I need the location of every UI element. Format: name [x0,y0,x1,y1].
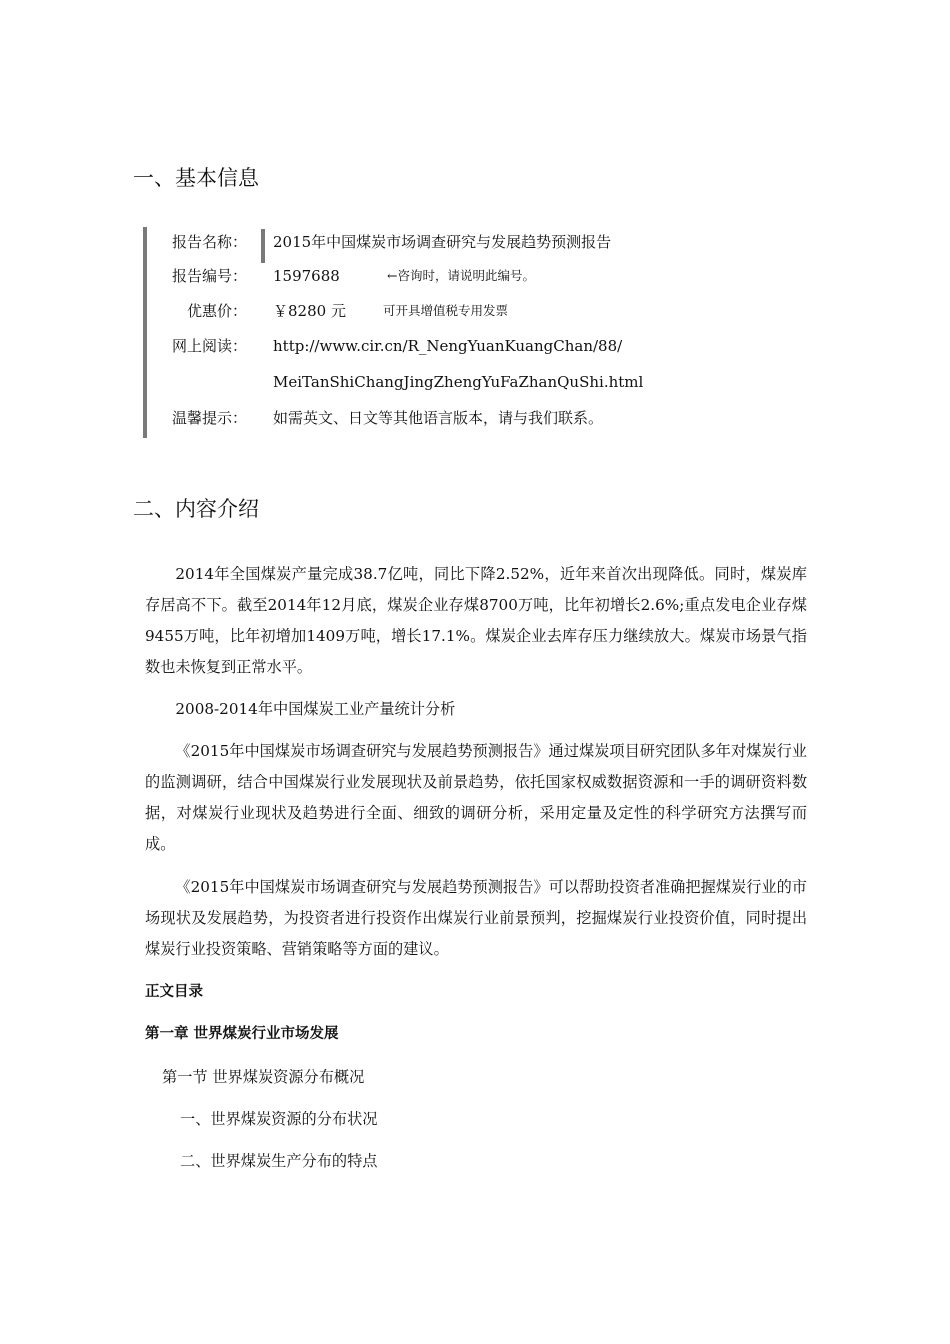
toc-chapter-1[interactable]: 第一章 世界煤炭行业市场发展 [145,1026,339,1042]
online-read-label: 网上阅读： [171,337,247,355]
report-code-note: ←咨询时，请说明此编号。 [387,268,535,283]
toc-section-1-1[interactable]: 第一节 世界煤炭资源分布概况 [162,1068,365,1086]
intro-paragraph-1: 2014年全国煤炭产量完成38.7亿吨，同比下降2.52%，近年来首次出现降低。同时，煤炭库存居高不下。截至2014年12月底，煤炭企业存煤8700万吨，比年初增长2.6%;重点发电企业存煤9455万吨，比年初增加1409万吨，增长17.1%。煤炭企业去库存压力继续放大。煤炭市场景气指数也未恢复到正常水平。 [145,565,807,676]
price-row [147,296,807,326]
toc-item-2[interactable]: 二、世界煤炭生产分布的特点 [180,1152,378,1170]
report-name-label: 报告名称： [171,233,247,251]
intro-paragraph-3: 《2015年中国煤炭市场调查研究与发展趋势预测报告》通过煤炭项目研究团队多年对煤炭行业的监测调研，结合中国煤炭行业发展现状及前景趋势，依托国家权威数据资源和一手的调研资料数据，对煤炭行业现状及趋势进行全面、细致的调研分析，采用定量及定性的科学研究方法撰写而成。 [145,742,807,853]
intro-paragraph-4: 《2015年中国煤炭市场调查研究与发展趋势预测报告》可以帮助投资者准确把握煤炭行业的市场现状及发展趋势，为投资者进行投资作出煤炭行业前景预判，挖掘煤炭行业投资价值，同时提出煤炭行业投资策略、营销策略等方面的建议。 [145,878,807,958]
online-read-row [147,331,807,361]
report-code-label: 报告编号： [171,267,247,285]
report-name-row [147,227,807,257]
report-url-line1[interactable]: http://www.cir.cn/R_NengYuanKuangChan/88/ [273,337,623,355]
basic-info-block [143,227,807,438]
tip-label: 温馨提示： [171,409,247,427]
online-read-row-cont [147,367,807,397]
toc-item-1[interactable]: 一、世界煤炭资源的分布状况 [180,1110,378,1128]
report-code-row [147,261,807,291]
report-url-line2[interactable]: MeiTanShiChangJingZhengYuFaZhanQuShi.html [273,373,644,391]
section-title-content-intro: 二、内容介绍 [133,497,259,521]
price-value: ￥8280 元 [273,302,346,320]
report-name-value: 2015年中国煤炭市场调查研究与发展趋势预测报告 [273,233,612,251]
tip-row [147,403,807,433]
price-label: 优惠价： [186,302,247,320]
tip-value: 如需英文、日文等其他语言版本，请与我们联系。 [273,409,604,427]
section-title-basic-info: 一、基本信息 [133,166,259,190]
price-note: 可开具增值税专用发票 [383,303,509,318]
toc-heading: 正文目录 [145,984,203,1000]
report-code-value: 1597688 [273,267,340,285]
name-divider [261,229,265,263]
intro-paragraph-2: 2008-2014年中国煤炭工业产量统计分析 [175,700,456,718]
